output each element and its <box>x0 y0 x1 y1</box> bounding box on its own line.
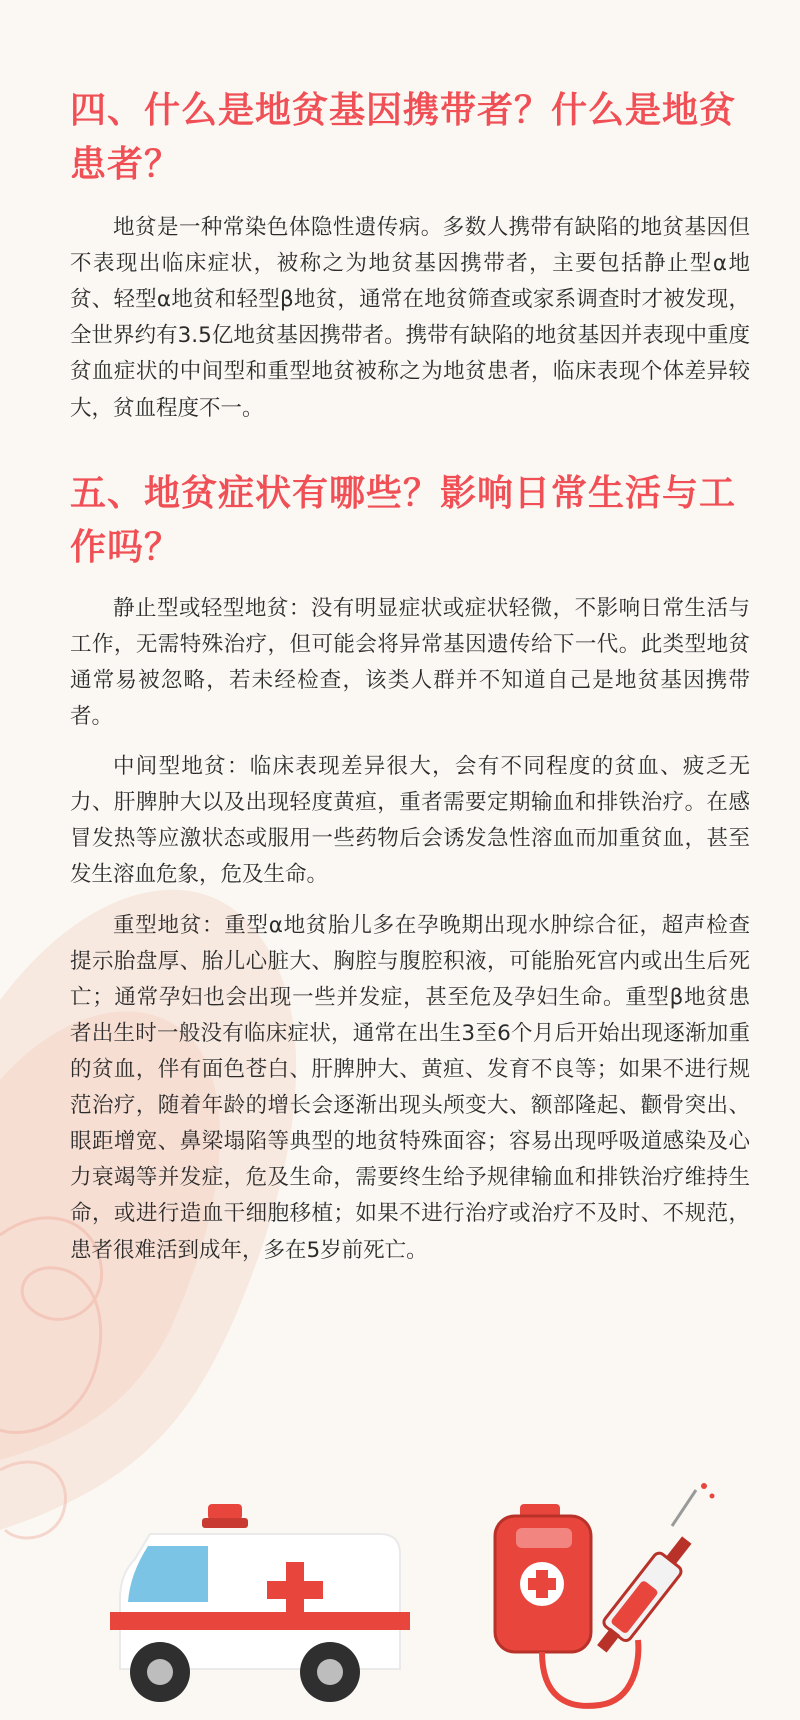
syringe <box>589 1530 699 1658</box>
section-4-paragraph: 地贫是一种常染色体隐性遗传病。多数人携带有缺陷的地贫基因但不表现出临床症状，被称之为地贫基因携带者，主要包括静止型α地贫、轻型α地贫和轻型β地贫，通常在地贫筛查或家系调查时才被发现，全世界约有3.5亿地贫基因携带者。携带有缺陷的地贫基因并表现中重度贫血症状的中间型和重型地贫被称之为地贫患者，临床表现个体差异较大，贫血程度不一。 <box>70 215 750 421</box>
needle <box>672 1490 696 1526</box>
siren-light <box>208 1504 242 1520</box>
content <box>70 84 750 1269</box>
section-5-paragraph-major: 重型地贫：重型α地贫胎儿多在孕晚期出现水肿综合征，超声检查提示胎盘厚、胎儿心脏大、胸腔与腹腔积液，可能胎死宫内或出生后死亡；通常孕妇也会出现一些并发症，甚至危及孕妇生命。重型β地贫患者出生时一般没有临床症状，通常在出生3至6个月后开始出现逐渐加重的贫血，伴有面色苍白、肝脾肿大、黄疸、发育不良等；如果不进行规范治疗，随着年龄的增长会逐渐出现头颅变大、额部隆起、颧骨突出、眼距增宽、鼻梁塌陷等典型的地贫特殊面容；容易出现呼吸道感染及心力衰竭等并发症，危及生命，需要终生给予规律输血和排铁治疗维持生命，或进行造血干细胞移植；如果不进行治疗或治疗不及时、不规范，患者很难活到成年，多在5岁前死亡。 <box>70 912 750 1263</box>
blood-drop <box>701 1483 707 1489</box>
section-5-heading: 五、地贫症状有哪些？影响日常生活与工作吗？ <box>70 472 737 568</box>
section-5-paragraph-mild: 静止型或轻型地贫：没有明显症状或症状轻微，不影响日常生活与工作，无需特殊治疗，但可能会将异常基因遗传给下一代。此类型地贫通常易被忽略，若未经检查，该类人群并不知道自己是地贫基因携带者。 <box>70 595 750 729</box>
section-4-heading: 四、什么是地贫基因携带者？什么是地贫患者？ <box>70 90 737 185</box>
ambulance-stripe <box>110 1612 410 1630</box>
section-5-paragraph-intermedia: 中间型地贫：临床表现差异很大，会有不同程度的贫血、疲乏无力、肝脾肿大以及出现轻度黄疸，重者需要定期输血和排铁治疗。在感冒发热等应激状态或服用一些药物后会诱发急性溶血而加重贫血，甚至发生溶血危象，危及生命。 <box>70 754 750 888</box>
ambulance-illustration <box>110 1504 430 1714</box>
blood-transfusion-illustration <box>490 1480 720 1720</box>
